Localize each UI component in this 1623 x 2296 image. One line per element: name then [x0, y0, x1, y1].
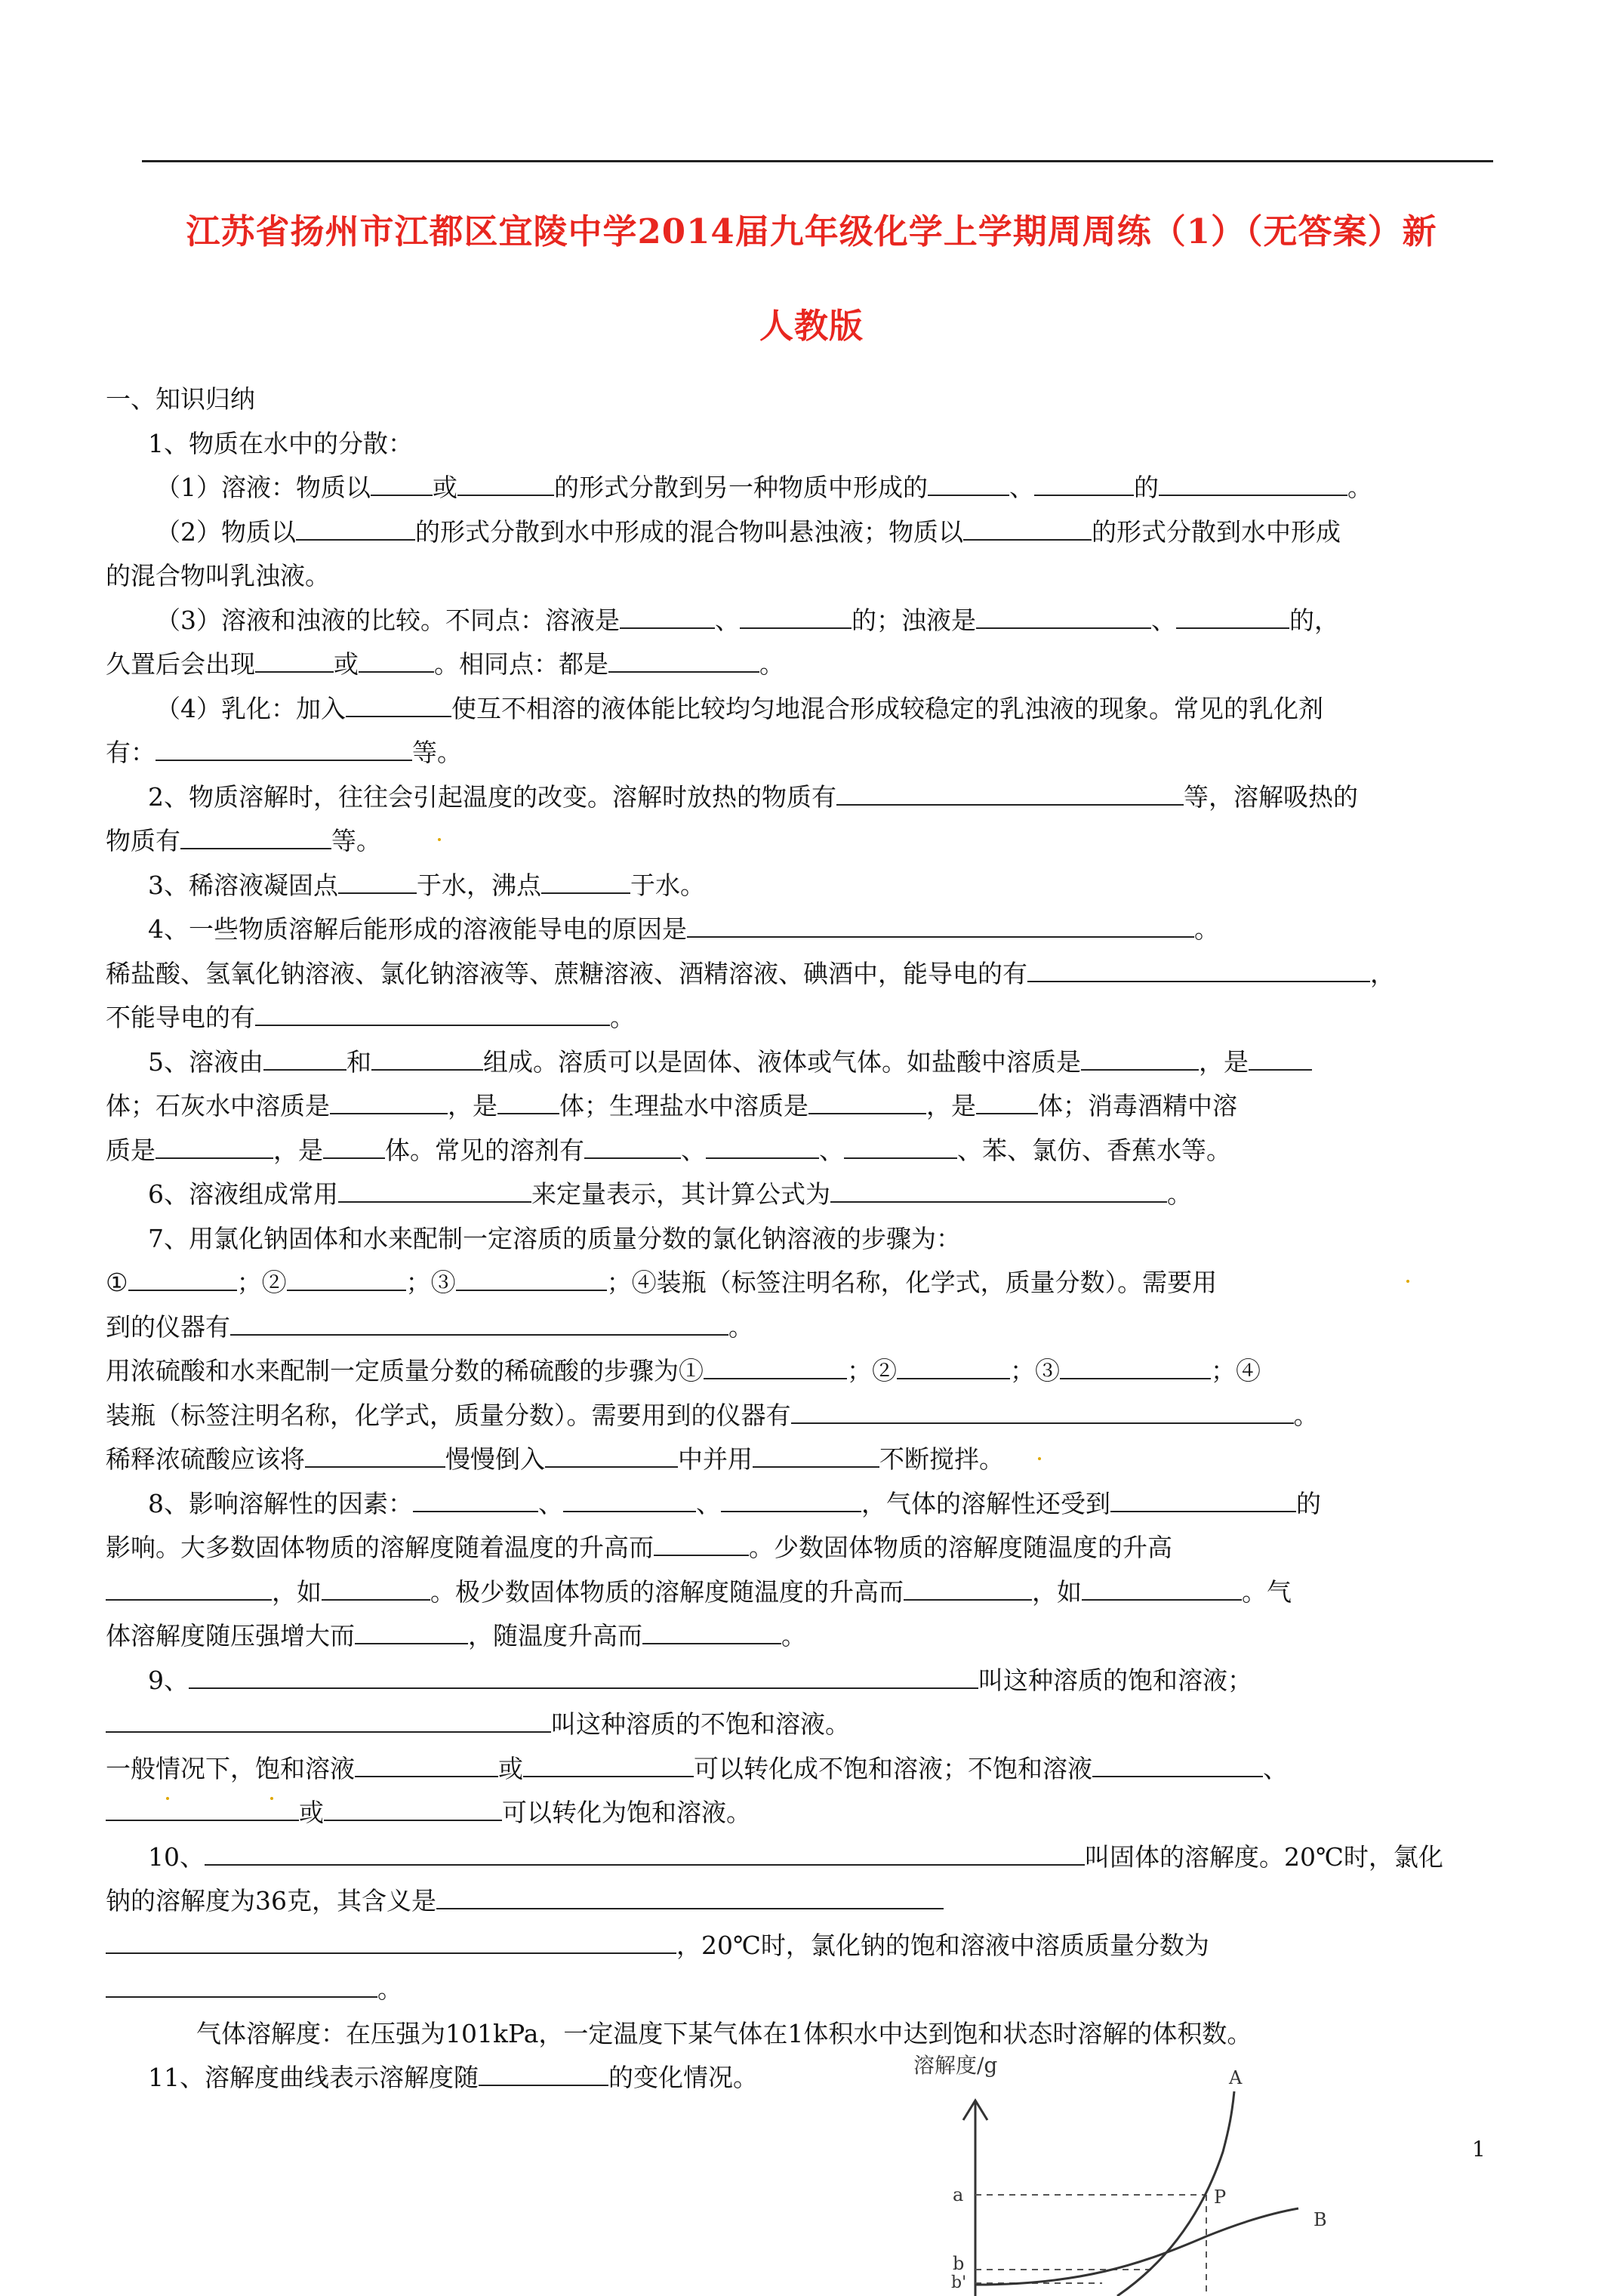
title-line-2: 人教版 [759, 306, 864, 346]
scan-speck [1038, 1457, 1041, 1460]
q8-b: 影响。大多数固体物质的溶解度随着温度的升高而 。少数固体物质的溶解度随温度的升高 [106, 1533, 1172, 1562]
scan-speck [270, 1797, 273, 1800]
q7-f: 稀释浓硫酸应该将 慢慢倒入 中并用 不断搅拌。 [106, 1444, 1004, 1474]
q9-b: 叫这种溶质的不饱和溶液。 [106, 1703, 1495, 1747]
header-rule [142, 160, 1493, 162]
q7-b: ① ；② ；③ ；④装瓶（标签注明名称，化学式，质量分数）。需要用 [106, 1268, 1218, 1297]
q8-c: ，如 。极少数固体物质的溶解度随温度的升高而 ，如 。气 [106, 1570, 1495, 1615]
point-p-label: P [1214, 2187, 1227, 2208]
q2-b: 物质有 等。 [106, 826, 381, 855]
q7-c: 到的仪器有 。 [106, 1311, 753, 1342]
q10-c: ，20℃时，氯化钠的饱和溶液中溶质质量分数为 [106, 1924, 1495, 1968]
q4-c: 不能导电的有 。 [106, 1003, 635, 1032]
q10-b: 钠的溶解度为36克，其含义是 [106, 1879, 1495, 1924]
page-number: 1 [1472, 2137, 1486, 2162]
q9-d: 或 可以转化为饱和溶液。 [106, 1791, 1495, 1835]
q5-b: 体；石灰水中溶质是 ，是 体；生理盐水中溶质是 ，是 体；消毒酒精中溶 [106, 1091, 1237, 1120]
q3: 3、稀溶液凝固点 于水，沸点 于水。 [148, 870, 705, 900]
q9-c: 一般情况下，饱和溶液 或 可以转化成不饱和溶液；不饱和溶液 、 [106, 1753, 1288, 1783]
q5-c: 质是 ，是 体。常见的溶剂有 、 、 、苯、氯仿、香蕉水等。 [106, 1135, 1231, 1165]
section-heading: 一、知识归纳 [106, 384, 255, 414]
q11: 11、溶解度曲线表示溶解度随 的变化情况。 [148, 2063, 758, 2092]
q10-a: 10、 叫固体的溶解度。20℃时，氯化 [148, 1841, 1443, 1872]
q7-d: 用浓硫酸和水来配制一定质量分数的稀硫酸的步骤为① ；② ；③ ；④ [106, 1356, 1261, 1385]
tick-b-prime-label: b' [951, 2273, 967, 2292]
q8-a: 8、影响溶解性的因素： 、 、 ，气体的溶解性还受到 的 [148, 1488, 1321, 1518]
q6: 6、溶液组成常用 来定量表示，其计算公式为 。 [148, 1179, 1192, 1209]
curve-a-label: A [1229, 2067, 1243, 2088]
q1-p3a: （3）溶液和浊液的比较。不同点：溶液是 、 的；浊液是 、 的， [156, 605, 1339, 635]
q2-a: 2、物质溶解时，往往会引起温度的改变。溶解时放热的物质有 等，溶解吸热的 [148, 781, 1358, 812]
y-axis-label: 溶解度/g [913, 2053, 998, 2078]
tick-a-label: a [953, 2184, 964, 2205]
gas-solubility-note: 气体溶解度：在压强为101kPa，一定温度下某气体在1体积水中达到饱和状态时溶解的体积数。 [196, 2018, 1252, 2048]
q1-p4b: 有： 等。 [106, 738, 462, 767]
scan-speck [438, 838, 441, 841]
scan-speck [166, 1797, 169, 1800]
q1-p4a: （4）乳化：加入 使互不相溶的液体能比较均匀地混合形成较稳定的乳浊液的现象。常见的乳化剂 [156, 693, 1323, 723]
q1-p1: （1）溶液：物质以 或 的形式分散到另一种物质中形成的 、 的 。 [156, 473, 1372, 502]
q9-a: 9、 叫这种溶质的饱和溶液； [148, 1665, 1252, 1695]
q1-p2b: 的混合物叫乳浊液。 [106, 561, 330, 590]
q10-d: 。 [106, 1968, 1495, 2012]
curve-b [975, 2208, 1298, 2285]
q7-a: 7、用氯化钠固体和水来配制一定溶质的质量分数的氯化钠溶液的步骤为： [148, 1223, 961, 1253]
q7-e: 装瓶（标签注明名称，化学式，质量分数）。需要用到的仪器有 。 [106, 1400, 1319, 1430]
tick-b-label: b [953, 2253, 965, 2274]
solubility-curve-figure [891, 2039, 1344, 2296]
q4-b: 稀盐酸、氢氧化钠溶液、氯化钠溶液等、蔗糖溶液、酒精溶液、碘酒中，能导电的有 ， [106, 958, 1395, 988]
q4-a: 4、一些物质溶解后能形成的溶液能导电的原因是 。 [148, 914, 1219, 944]
q5-a: 5、溶液由 和 组成。溶质可以是固体、液体或气体。如盐酸中溶质是 ，是 [106, 1040, 1495, 1085]
q1-p3b: 久置后会出现 或 。相同点：都是 。 [106, 649, 784, 679]
q1-label: 1、物质在水中的分散： [148, 428, 413, 458]
worksheet-body [106, 378, 1495, 2100]
scan-speck [1406, 1280, 1409, 1283]
q1-p2a: （2）物质以 的形式分散到水中形成的混合物叫悬浊液；物质以 的形式分散到水中形成 [156, 516, 1341, 547]
title-line-1: 江苏省扬州市江都区宜陵中学2014届九年级化学上学期周周练（1）（无答案）新 [186, 211, 1437, 251]
q8-d: 体溶解度随压强增大而 ，随温度升高而 。 [106, 1621, 806, 1650]
curve-b-label: B [1313, 2209, 1327, 2230]
